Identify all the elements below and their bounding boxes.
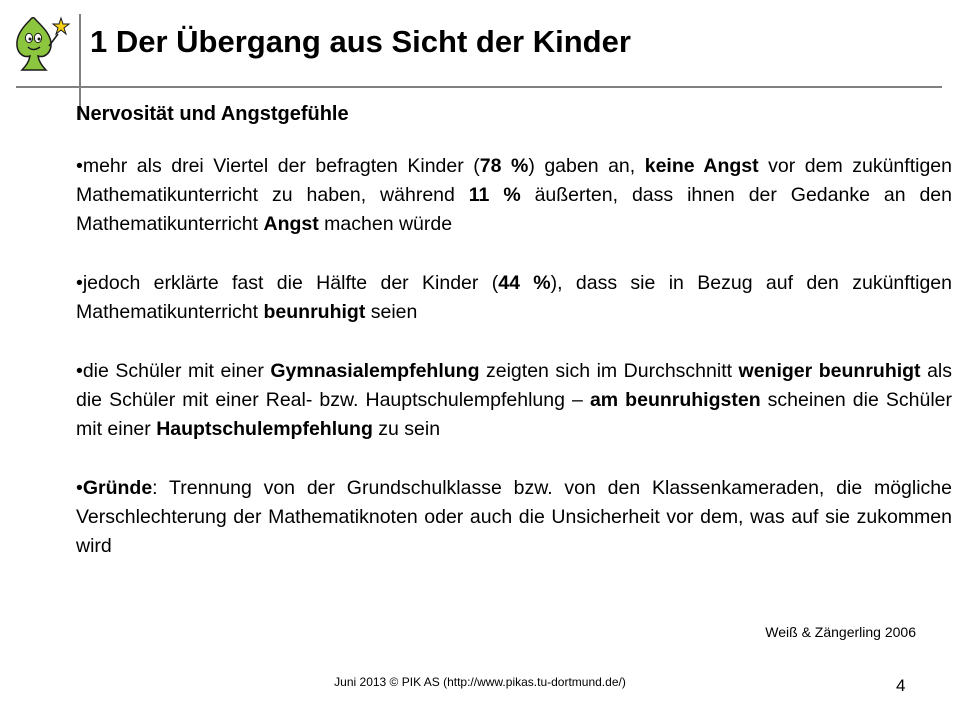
pikas-mascot-logo-icon (12, 14, 72, 78)
text-segment: als die Schüler mit einer Real- bzw. Hauptschulempfehlung – (76, 360, 952, 411)
slide-content (76, 103, 952, 591)
text-segment: zu sein (372, 418, 441, 440)
bullet-paragraph (76, 357, 952, 444)
text-segment: äußerten, dass ihnen der Gedanke an den Mathematikunterricht (76, 184, 952, 235)
text-segment: : Trennung von der Grundschulklasse bzw. von den Klassenkameraden, die mögliche Verschlechterung der Mathematiknoten oder auch die Unsicherheit vor dem, was auf sie zukommen wird (76, 477, 952, 557)
bold-text-segment: weniger beunruhigt (738, 360, 921, 382)
text-segment: •jedoch erklärte fast die Hälfte der Kinder ( (76, 272, 499, 294)
bullet-paragraph (76, 474, 952, 561)
text-segment: machen würde (318, 213, 453, 235)
text-segment: ), dass sie in Bezug auf den zukünftigen Mathematikunterricht (76, 272, 952, 323)
text-segment: ) gaben an, (528, 155, 645, 177)
bold-text-segment: 11 % (468, 184, 521, 206)
text-segment: zeigten sich im Durchschnitt (479, 360, 739, 382)
bold-text-segment: Hauptschulempfehlung (156, 418, 373, 440)
text-segment: vor dem zukünftigen Mathematikunterricht zu haben, während (76, 155, 952, 206)
footer-text: Juni 2013 © PIK AS (http://www.pikas.tu-dortmund.de/) (334, 675, 626, 689)
bold-text-segment: 44 % (498, 272, 551, 294)
bold-text-segment: keine Angst (644, 155, 759, 177)
section-heading: Nervosität und Angstgefühle (76, 103, 349, 125)
bullet-list (76, 152, 952, 561)
bold-text-segment: Angst (263, 213, 319, 235)
bold-text-segment: Gründe (82, 477, 153, 499)
bold-text-segment: beunruhigt (263, 301, 366, 323)
header-horizontal-divider (16, 86, 942, 88)
text-segment: •die Schüler mit einer (76, 360, 271, 382)
text-segment: seien (365, 301, 418, 323)
bold-text-segment: am beunruhigsten (589, 389, 761, 411)
bold-text-segment: 78 % (479, 155, 529, 177)
citation: Weiß & Zängerling 2006 (765, 624, 916, 640)
bullet-paragraph (76, 152, 952, 239)
text-segment: •mehr als drei Viertel der befragten Kinder ( (76, 155, 480, 177)
text-segment: • (76, 477, 83, 499)
bold-text-segment: Gymnasialempfehlung (270, 360, 480, 382)
page-number: 4 (896, 676, 906, 695)
text-segment: scheinen die Schüler mit einer (76, 389, 952, 440)
slide-title: 1 Der Übergang aus Sicht der Kinder (90, 24, 631, 59)
bullet-paragraph (76, 269, 952, 327)
